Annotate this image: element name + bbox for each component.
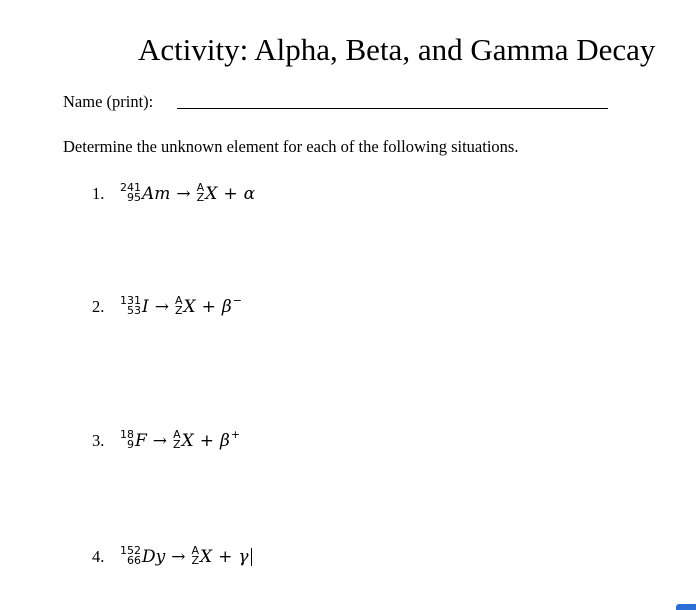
problem-number: 2.: [92, 297, 105, 316]
plus-sign: +: [223, 184, 238, 204]
plus-sign: +: [218, 547, 233, 567]
mass-number: A: [191, 544, 200, 557]
element-symbol: X: [181, 431, 194, 451]
atomic-number: 53: [127, 304, 141, 317]
element-symbol: X: [183, 297, 196, 317]
decay-equation[interactable]: [120, 427, 240, 451]
decay-equation[interactable]: [120, 293, 242, 317]
text-cursor: [251, 548, 252, 566]
arrow: →: [171, 547, 186, 567]
mass-number: 18: [120, 428, 134, 441]
arrow: →: [152, 431, 168, 451]
mass-number: A: [196, 181, 205, 194]
parent-nuclide: [120, 294, 149, 317]
element-symbol: X: [200, 547, 213, 567]
atomic-number: Z: [196, 191, 205, 204]
emitted-particle: γ: [238, 547, 249, 567]
element-symbol: Am: [142, 184, 171, 204]
problem-number: 1.: [92, 184, 105, 203]
element-symbol: X: [205, 184, 218, 204]
atomic-number: Z: [191, 554, 200, 567]
instructions: Determine the unknown element for each of the following situations.: [63, 137, 519, 156]
problem-4[interactable]: [92, 542, 252, 572]
arrow: →: [176, 184, 191, 204]
unknown-nuclide: [174, 294, 196, 317]
plus-sign: +: [199, 431, 214, 451]
mass-number: 241: [120, 181, 141, 194]
problem-number: 4.: [92, 547, 105, 566]
element-symbol: F: [135, 431, 147, 451]
problem-1[interactable]: [92, 179, 256, 209]
parent-nuclide: [120, 181, 171, 204]
particle-charge: −: [232, 293, 242, 307]
emitted-particle: α: [243, 184, 256, 204]
name-label: Name (print):: [63, 92, 154, 111]
plus-sign: +: [201, 297, 216, 317]
unknown-nuclide: [196, 181, 218, 204]
atomic-number: 66: [127, 554, 141, 567]
atomic-number: Z: [173, 438, 181, 451]
mass-number: A: [174, 294, 183, 307]
problem-2[interactable]: [92, 292, 242, 322]
parent-nuclide: [120, 428, 147, 451]
atomic-number: Z: [174, 304, 183, 317]
unknown-nuclide: [191, 544, 213, 567]
parent-nuclide: [120, 544, 166, 567]
problem-number: 3.: [92, 431, 105, 450]
name-input-line[interactable]: [177, 108, 608, 109]
arrow: →: [154, 297, 169, 317]
element-symbol: Dy: [142, 547, 166, 567]
scroll-corner-indicator[interactable]: [676, 604, 696, 610]
emitted-particle: β: [219, 431, 230, 451]
atomic-number: 9: [127, 438, 134, 451]
mass-number: 131: [120, 294, 141, 307]
mass-number: A: [173, 428, 181, 441]
decay-equation[interactable]: [120, 181, 256, 204]
emitted-particle: β: [221, 297, 232, 317]
problem-3[interactable]: [92, 426, 240, 456]
atomic-number: 95: [127, 191, 141, 204]
mass-number: 152: [120, 544, 141, 557]
page-title: Activity: Alpha, Beta, and Gamma Decay: [138, 32, 656, 67]
decay-equation[interactable]: [120, 544, 252, 567]
unknown-nuclide: [173, 428, 194, 451]
particle-charge: +: [230, 427, 240, 441]
element-symbol: I: [142, 297, 149, 317]
